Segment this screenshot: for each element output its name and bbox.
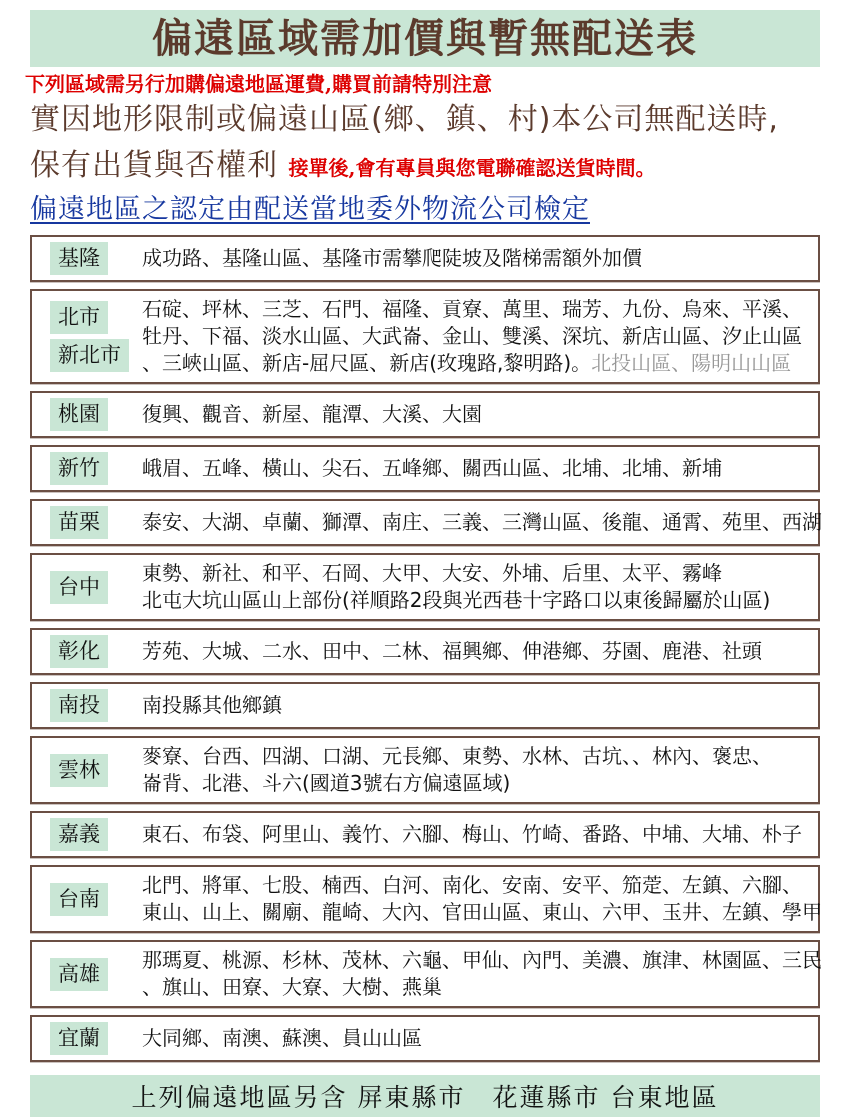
region-areas [142,560,808,614]
region-labels [50,958,142,991]
region-areas-line: 東勢、新社、和平、石岡、大甲、大安、外埔、后里、太平、霧峰 [142,561,722,585]
region-areas-line: 復興、觀音、新屋、龍潭、大溪、大園 [142,402,482,426]
region-areas-line: 牡丹、下福、淡水山區、大武崙、金山、雙溪、深坑、新店山區、汐止山區 [142,324,802,348]
no-delivery-statement-line1: 實因地形限制或偏遠山區(鄉、鎮、村)本公司無配送時, [30,102,779,137]
region-label: 嘉義 [50,818,108,851]
footer-banner [30,1075,820,1117]
region-areas-line: 、三峽山區、新店-屈尺區、新店(玫瑰路,黎明路)。北投山區、陽明山山區 [142,351,792,375]
region-areas-line: 泰安、大湖、卓蘭、獅潭、南庄、三義、三灣山區、後龍、通霄、苑里、西湖 [142,510,822,534]
region-areas-line: 那瑪夏、桃源、杉林、茂林、六龜、甲仙、內門、美濃、旗津、林園區、三民 [142,948,822,972]
region-labels [50,635,142,668]
region-areas-line: 大同鄉、南澳、蘇澳、員山山區 [142,1026,422,1050]
remote-area-definition-heading: 偏遠地區之認定由配送當地委外物流公司檢定 [30,194,590,225]
region-row [30,1015,820,1062]
region-row [30,289,820,384]
region-labels [50,242,142,275]
region-label: 北市 [50,301,108,334]
region-areas [142,401,808,428]
region-areas [142,296,808,377]
region-label: 新竹 [50,452,108,485]
region-areas [142,509,822,536]
region-row [30,391,820,438]
region-areas-line: 北屯大坑山區山上部份(祥順路2段與光西巷十字路口以東後歸屬於山區) [142,588,771,612]
region-row [30,682,820,729]
region-row [30,553,820,621]
region-areas [142,947,822,1001]
region-areas-line: 芳苑、大城、二水、田中、二林、福興鄉、伸港鄉、芬園、鹿港、社頭 [142,639,762,663]
region-row [30,235,820,282]
region-label: 台中 [50,571,108,604]
region-areas-line: 東山、山上、關廟、龍崎、大內、官田山區、東山、六甲、玉井、左鎮、學甲 [142,900,822,924]
region-areas [142,1025,808,1052]
region-areas-line: 石碇、坪林、三芝、石門、福隆、貢寮、萬里、瑞芳、九份、烏來、平溪、 [142,297,802,321]
region-row [30,445,820,492]
region-label: 基隆 [50,242,108,275]
region-labels [50,452,142,485]
title-banner [30,10,820,67]
region-row [30,865,820,933]
region-label: 南投 [50,689,108,722]
region-areas [142,872,822,926]
region-areas-line: 崙背、北港、斗六(國道3號右方偏遠區域) [142,771,511,795]
region-label: 高雄 [50,958,108,991]
region-labels [50,571,142,604]
region-labels [50,818,142,851]
region-label: 新北市 [50,339,129,372]
region-areas [142,245,808,272]
region-areas-line: 南投縣其他鄉鎮 [142,693,282,717]
page-title: 偏遠區域需加價與暫無配送表 [152,15,698,62]
region-areas-line: 麥寮、台西、四湖、口湖、元長鄉、東勢、水林、古坑、、林內、褒忠、 [142,744,772,768]
surcharge-warning-text: 下列區域需另行加購偏遠地區運費,購買前請特別注意 [25,72,492,96]
region-areas-line: 、旗山、田寮、大寮、大樹、燕巢 [142,975,442,999]
region-labels [50,754,142,787]
no-delivery-statement-line2 [30,143,820,191]
region-labels [50,301,142,372]
region-label: 桃園 [50,398,108,431]
region-row [30,811,820,858]
region-label: 苗栗 [50,506,108,539]
region-row [30,628,820,675]
region-label: 宜蘭 [50,1022,108,1055]
region-labels [50,398,142,431]
region-areas [142,743,808,797]
region-areas [142,638,808,665]
region-areas-muted-text: 北投山區、陽明山山區 [591,351,792,375]
region-labels [50,689,142,722]
region-row [30,940,820,1008]
region-areas-line: 北門、將軍、七股、楠西、白河、南化、安南、安平、笳萣、左鎮、六腳、 [142,873,802,897]
region-row [30,499,820,546]
region-labels [50,883,142,916]
region-areas-line: 峨眉、五峰、橫山、尖石、五峰鄉、關西山區、北埔、北埔、新埔 [142,456,722,480]
region-table [30,235,820,1062]
contact-confirmation-text: 接單後,會有專員與您電聯確認送貨時間。 [288,156,656,180]
region-labels [50,1022,142,1055]
region-areas [142,821,808,848]
footer-extra-regions-text: 上列偏遠地區另含 屏東縣市 花蓮縣市 台東地區 [131,1083,719,1112]
region-areas-line: 東石、布袋、阿里山、義竹、六腳、梅山、竹崎、番路、中埔、大埔、朴子 [142,822,802,846]
region-label: 台南 [50,883,108,916]
region-row [30,736,820,804]
region-areas-line: 成功路、基隆山區、基隆市需攀爬陡坡及階梯需額外加價 [142,246,642,270]
region-label: 雲林 [50,754,108,787]
region-areas [142,455,808,482]
region-label: 彰化 [50,635,108,668]
region-areas [142,692,808,719]
region-labels [50,506,142,539]
reserve-right-text: 保有出貨與否權利 [30,148,278,183]
